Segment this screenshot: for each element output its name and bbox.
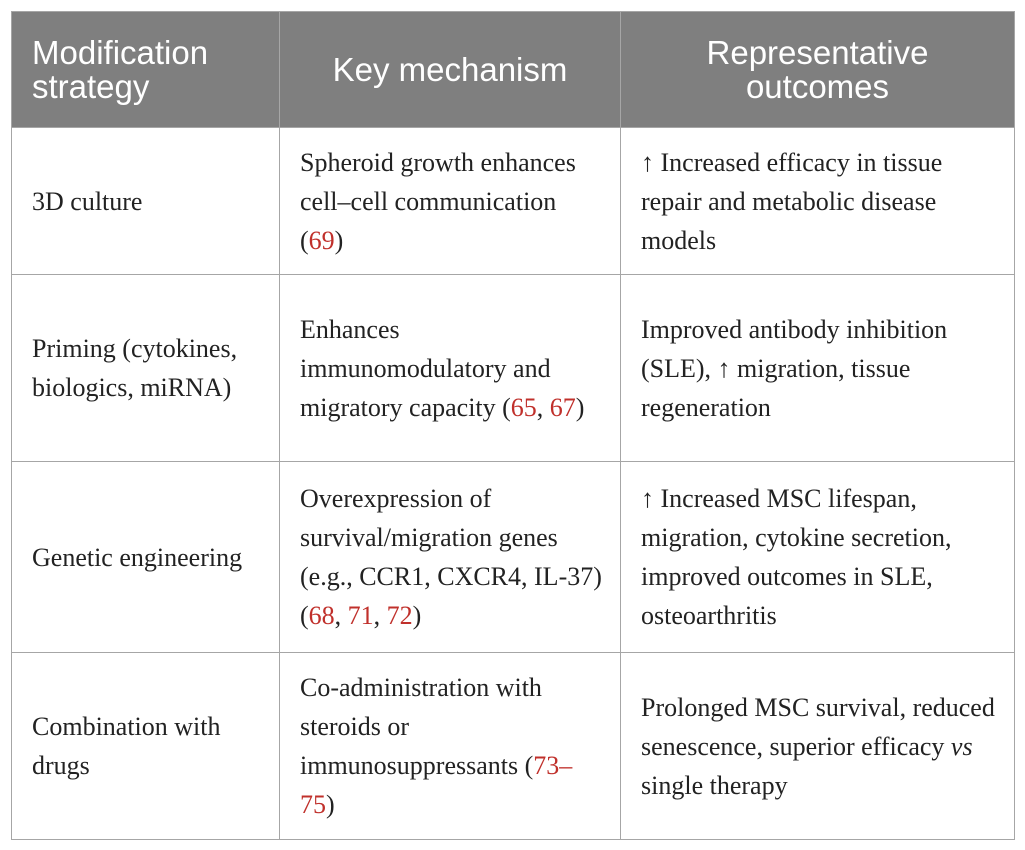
outcome-cell: ↑ Increased MSC lifespan, migration, cytokine secretion, improved outcomes in SLE, osteoarthritis — [621, 462, 1015, 653]
reference-link[interactable]: 68 — [308, 601, 335, 630]
outcome-text-end: single therapy — [641, 770, 788, 800]
reference-link[interactable]: 73–75 — [300, 751, 573, 819]
reference-link[interactable]: 65 — [510, 392, 537, 422]
header-representative-outcomes: Representative outcomes — [621, 12, 1015, 128]
reference-link[interactable]: 67 — [549, 392, 576, 422]
table-row — [12, 128, 1015, 275]
mechanism-text: Spheroid growth enhances cell–cell communication ( — [300, 147, 576, 255]
reference-link[interactable]: 72 — [386, 601, 413, 630]
table-row — [12, 653, 1015, 840]
outcome-italic: vs — [950, 731, 973, 761]
mechanism-end: ) — [412, 601, 422, 630]
outcome-text: Prolonged MSC survival, reduced senescence, superior efficacy — [641, 692, 995, 761]
modification-strategies-table — [11, 11, 1015, 840]
mechanism-cell: Enhances immunomodulatory and migratory capacity (65, 67) — [280, 275, 621, 462]
header-key-mechanism: Key mechanism — [280, 12, 621, 128]
mechanism-cell — [280, 653, 621, 840]
mechanism-cell: Overexpression of survival/migration genes (e.g., CCR1, CXCR4, IL-37) (68, 71, 72) — [280, 462, 621, 653]
header-modification-strategy: Modification strategy — [12, 12, 280, 128]
table-row — [12, 462, 1015, 653]
mechanism-text: Overexpression of survival/migration genes (e.g., CCR1, CXCR4, IL-37) ( — [300, 484, 602, 630]
mechanism-end: ) — [575, 392, 585, 422]
strategy-cell: Genetic engineering — [12, 462, 280, 653]
mechanism-cell — [280, 128, 621, 275]
mechanism-text: Enhances immunomodulatory and migratory capacity ( — [300, 314, 551, 422]
outcome-cell: Improved antibody inhibition (SLE), ↑ migration, tissue regeneration — [621, 275, 1015, 462]
strategy-cell: Priming (cytokines, biologics, miRNA) — [12, 275, 280, 462]
outcome-cell: ↑ Increased efficacy in tissue repair and metabolic disease models — [621, 128, 1015, 275]
strategy-cell: 3D culture — [12, 128, 280, 275]
mechanism-text: Co-administration with steroids or immunosuppressants ( — [300, 673, 542, 780]
reference-link[interactable]: 71 — [347, 601, 374, 630]
header-row — [12, 12, 1015, 128]
strategy-cell: Combination with drugs — [12, 653, 280, 840]
table-row — [12, 275, 1015, 462]
mechanism-end: ) — [334, 225, 344, 255]
mechanism-end: ) — [326, 790, 335, 819]
reference-link[interactable]: 69 — [308, 225, 335, 255]
outcome-cell — [621, 653, 1015, 840]
